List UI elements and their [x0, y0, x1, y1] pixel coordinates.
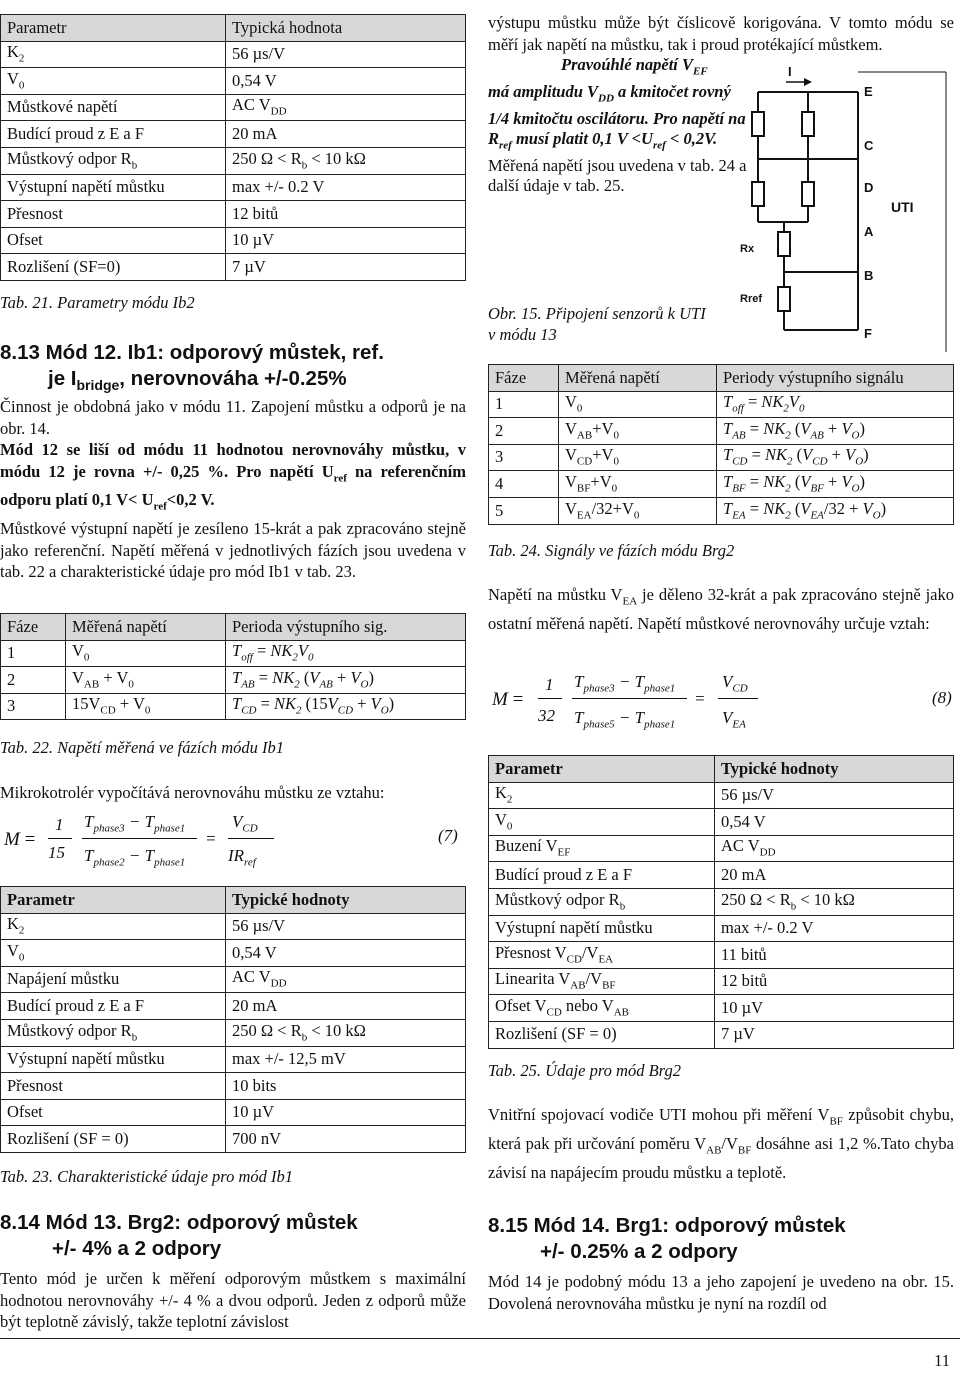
table-row: Linearita $V_{AB}/V_{BF}$ 12 bitů: [489, 968, 954, 995]
label-Rx: Rx: [740, 243, 755, 255]
table-row: Můstkové napětí AC $V_{DD}$: [1, 94, 466, 121]
table-header: Parametr: [1, 15, 226, 42]
table-header: Perioda výstupního sig.: [226, 614, 466, 641]
table-row: 4 $V_{BF}+V_0$ $T_{BF} = NK_2$ $(V_{BF} + V_O)$: [489, 471, 954, 498]
table-row: 2 $V_{AB} + V_0$ $T_{AB} = NK_2$ $(V_{AB} + V_O)$: [1, 667, 466, 694]
table-row: Můstkový odpor $R_b$ 250 $\Omega < R_b < 10$ kΩ: [489, 888, 954, 915]
table-row: Ofset 10 µV: [1, 1099, 466, 1126]
table-row: 5 $V_{EA}/32+V_0$ $T_{EA} = NK_2$ $(V_{EA}/32 + V_O)$: [489, 497, 954, 524]
table-24: [488, 364, 954, 525]
table-header: Periody výstupního signálu: [717, 365, 954, 392]
table-25-caption: Tab. 25. Údaje pro mód Brg2: [488, 1061, 681, 1080]
table-row: $K_2$ 56 µs/V: [489, 782, 954, 809]
table-row: Budící proud z E a F 20 mA: [489, 862, 954, 889]
table-22-caption: Tab. 22. Napětí měřená ve fázích módu Ib1: [0, 738, 284, 757]
label-E: E: [864, 84, 873, 99]
table-row: 3 $V_{CD}+V_0$ $T_{CD} = NK_2$ $(V_{CD} + V_O)$: [489, 444, 954, 471]
label-UTI: UTI: [891, 199, 914, 215]
table-24-caption: Tab. 24. Signály ve fázích módu Brg2: [488, 541, 735, 560]
table-row: Rozlišení (SF = 0) 700 nV: [1, 1126, 466, 1153]
table-row: Přesnost 12 bitů: [1, 201, 466, 228]
table-row: Výstupní napětí můstku max +/- 0.2 V: [1, 174, 466, 201]
table-row: Rozlišení (SF = 0) 7 µV: [489, 1021, 954, 1048]
table-header: Parametr: [1, 887, 226, 914]
table-22: [0, 613, 466, 720]
paragraph-after-tab24: Napětí na můstku $V_{EA}$ je děleno 32-krát a pak zpracováno stejně jako ostatní měřená napětí. Napětí můstkové nerovnováhy určuje vztah:: [488, 585, 954, 633]
table-21: [0, 14, 466, 281]
table-row: Budící proud z E a F 20 mA: [1, 993, 466, 1020]
table-row: $V_0$ 0,54 V: [1, 940, 466, 967]
table-row: Ofset $V_{CD}$ nebo $V_{AB}$ 10 µV: [489, 995, 954, 1022]
table-23-caption: Tab. 23. Charakteristické údaje pro mód Ib1: [0, 1167, 294, 1186]
label-A: A: [864, 224, 874, 239]
paragraph: Můstkové výstupní napětí je zesíleno 15-krát a pak zpracováno stejně jako referenční. Napětí měřená v jednotlivých fázích jsou uvedena v tab. 22 a charakteristické údaje pro mód Ib1 v tab. 23.: [0, 519, 466, 582]
section-8-14-title: 8.14 Mód 13. Brg2: odporový můstek +/- 4% a 2 odpory: [0, 1211, 358, 1260]
page-footer-rule: [0, 1338, 960, 1339]
section-8-14-body: Tento mód je určen k měření odporovým můstkem s maximální hodnotou nerovnováhy +/- 4 % a dvou odporů. Jeden z odporů může být teplotně závislý, takže teplotní závislost: [0, 1269, 466, 1331]
table-row: $V_0$ 0,54 V: [1, 68, 466, 95]
label-C: C: [864, 138, 874, 153]
figure-15-caption: Obr. 15. Připojení senzorů k UTI v módu 13: [488, 304, 706, 344]
table-header: Fáze: [1, 614, 66, 641]
table-header: Měřená napětí: [559, 365, 717, 392]
table-21-caption: Tab. 21. Parametry módu Ib2: [0, 293, 195, 312]
table-header: Měřená napětí: [66, 614, 226, 641]
table-row: $K_2$ 56 µs/V: [1, 41, 466, 68]
paragraph: Činnost je obdobná jako v módu 11. Zapojení můstku a odporů je na obr. 14.: [0, 397, 466, 438]
paragraph-after-tab25: Vnitřní spojovací vodiče UTI mohou při měření $V_{BF}$ způsobit chybu, která pak při určování poměru $V_{AB}/V_{BF}$ dosáhne asi 1,2 %.Tato chyba závisí na napájecím proudu můstku a teplotě.: [488, 1105, 954, 1182]
top-text: výstupu můstku může být číslicově korigována. V tomto módu se měří jak napětí na můstku, tak i proud protékající můstkem.: [488, 13, 954, 54]
table-header: Typická hodnota: [226, 15, 466, 42]
label-F: F: [864, 326, 872, 341]
table-row: $K_2$ 56 µs/V: [1, 913, 466, 940]
label-B: B: [864, 268, 874, 283]
page-number: 11: [934, 1351, 950, 1370]
table-row: 2 $V_{AB}+V_0$ $T_{AB} = NK_2$ $(V_{AB} + V_O)$: [489, 418, 954, 445]
mikro-text: Mikrokotrolér vypočítává nerovnováhu můstku ze vztahu:: [0, 783, 385, 802]
table-row: Ofset 10 µV: [1, 227, 466, 254]
table-row: Rozlišení (SF=0) 7 µV: [1, 254, 466, 281]
figure-15-circuit: [740, 62, 956, 352]
section-8-13-body: [0, 396, 466, 583]
table-row: Buzení $V_{EF}$ AC $V_{DD}$: [489, 835, 954, 862]
mode13-description: Pravoúhlé napětí $V_{EF}$ má amplitudu $V_{DD}$ a kmitočet rovný 1/4 kmitočtu oscilátoru. Pro napětí na $R_{ref}$ musí platit 0,1 $V <U_{ref} < 0,2V$. Měřená napětí jsou uvedena v tab. 24 a další údaje v tab. 25.: [488, 55, 747, 196]
table-row: Výstupní napětí můstku max +/- 0.2 V: [489, 915, 954, 942]
paragraph: Mód 12 se liší od módu 11 hodnotou nerovnováhy můstku, v módu 12 je rovna +/- 0,25 %. Pro napětí $U_{ref}$ na referenčním odporu platí 0,1 $V< U_{ref}<0,2$ V.: [0, 440, 467, 513]
table-header: Typické hodnoty: [715, 756, 954, 783]
table-row: Přesnost $V_{CD}/V_{EA}$ 11 bitů: [489, 942, 954, 969]
table-header: Fáze: [489, 365, 559, 392]
table-row: Můstkový odpor $R_b$ 250 $\Omega < R_b < 10$ kΩ: [1, 147, 466, 174]
table-row: 3 $15V_{CD} + V_0$ $T_{CD} = NK_2$ $(15V_{CD} + V_O)$: [1, 693, 466, 720]
label-D: D: [864, 180, 874, 195]
table-23: [0, 886, 466, 1153]
table-row: Napájení můstku AC $V_{DD}$: [1, 966, 466, 993]
label-Rref: Rref: [740, 293, 763, 305]
table-row: Výstupní napětí můstku max +/- 12,5 mV: [1, 1046, 466, 1073]
label-I: I: [788, 64, 792, 79]
table-row: 1 $V_0$ $T_{off} = NK_2V_0$: [489, 391, 954, 418]
section-8-15-body: Mód 14 je podobný módu 13 a jeho zapojení je uvedeno na obr. 15. Dovolená nerovnováha můstku je nyní na rozdíl od: [488, 1272, 954, 1313]
table-header: Typické hodnoty: [226, 887, 466, 914]
section-8-15-title: 8.15 Mód 14. Brg1: odporový můstek +/- 0.25% a 2 odpory: [488, 1214, 846, 1263]
table-row: $V_0$ 0,54 V: [489, 809, 954, 836]
table-25: [488, 755, 954, 1049]
table-header: Parametr: [489, 756, 715, 783]
table-row: Přesnost 10 bits: [1, 1073, 466, 1100]
section-8-13-title: 8.13 Mód 12. Ib1: odporový můstek, ref. je $I_{bridge}$, nerovnováha +/-0.25%: [0, 341, 384, 394]
table-row: Budící proud z E a F 20 mA: [1, 121, 466, 148]
table-row: 1 $V_0$ $T_{off} = NK_2V_0$: [1, 640, 466, 667]
table-row: Můstkový odpor $R_b$ 250 $\Omega < R_b < 10$ kΩ: [1, 1019, 466, 1046]
